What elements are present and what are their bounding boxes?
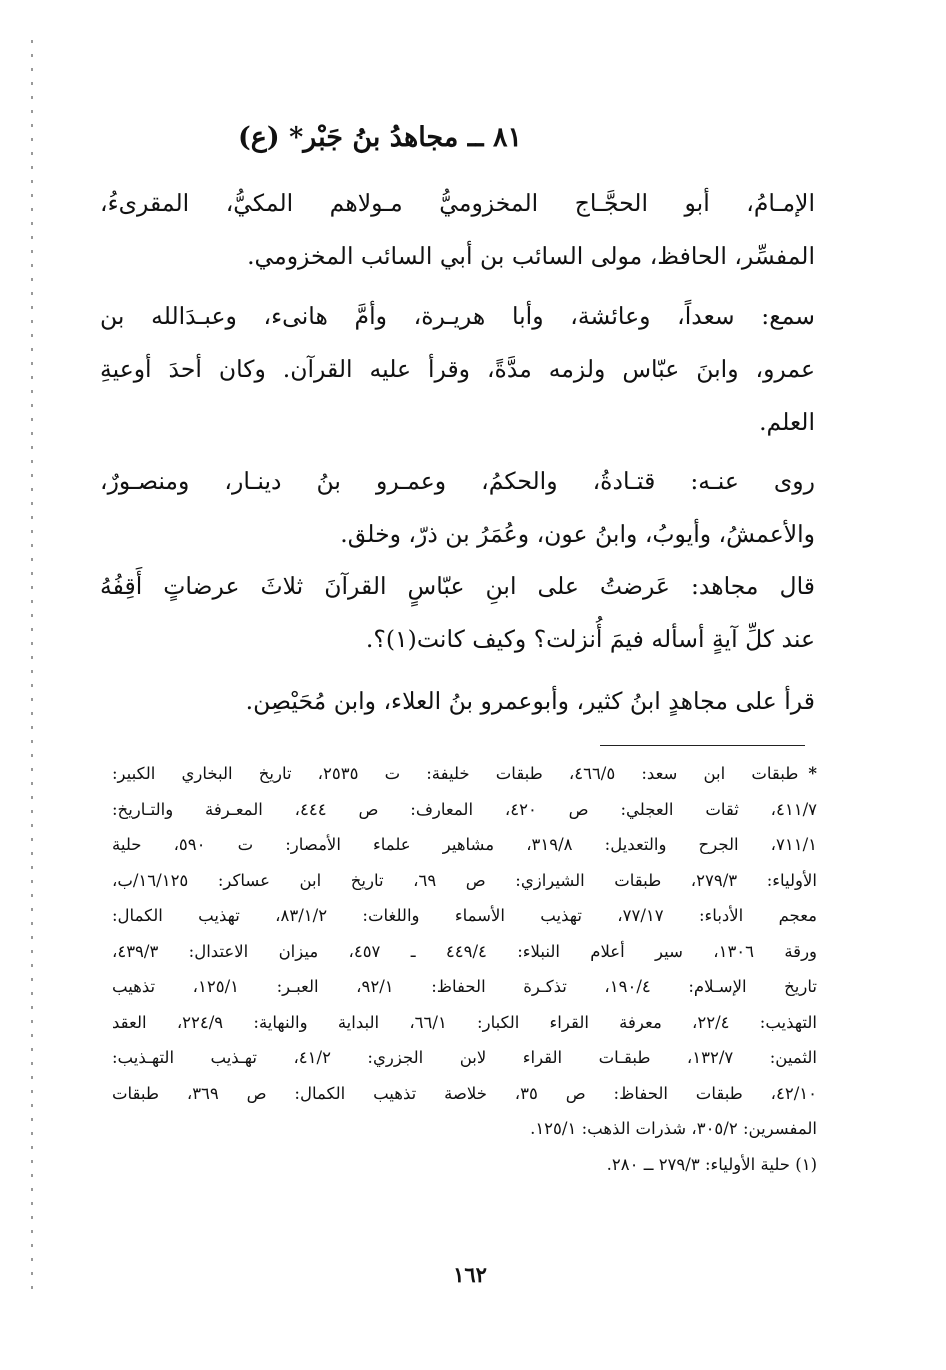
paragraph-teachers [100, 290, 815, 449]
footnote-line: ٤١١/٧، ثقات العجلي: ص ٤٢٠، المعارف: ص ٤٤٤، المعـرفة والتـاريخ: [112, 799, 818, 819]
entry-title: ٨١ ــ مجاهدُ بنُ جَبْر* (ع) [238, 122, 522, 153]
footnote-line: معجم الأدباء: ٧٧/١٧، تهذيب الأسماء واللغات: ٨٣/١/٢، تهذيب الكمال: [112, 906, 818, 925]
page-number: ١٦٢ [453, 1262, 487, 1287]
footnote-line: الثمين: ١٣٢/٧، طبقـات القراء لابن الجزري: ٤١/٢، تهـذيب التهـذيب: [112, 1048, 817, 1067]
footnotes [112, 756, 817, 1182]
text-line: الإمـامُ، أبو الحجَّـاج المخزوميُّ مـولاهم المكيُّ، المقرىءُ، [100, 189, 815, 217]
text-line: المفسِّر، الحافظ، مولى السائب بن أبي السائب المخزومي. [247, 242, 815, 270]
text-line: قال مجاهد: عَرضتُ على ابنِ عبّاسٍ القرآنَ ثلاثَ عرضاتٍ أَقِفُهُ [100, 572, 815, 600]
paragraph-readers [100, 675, 815, 728]
footnote-line: المفسرين: ٣٠٥/٢، شذرات الذهب: ١٢٥/١. [530, 1119, 817, 1138]
text-line: عند كلِّ آيةٍ أسأله فيمَ أُنزلت؟ وكيف كانت(١)؟. [365, 625, 815, 653]
text-line: روى عنـه: قتـادةُ، والحكمُ، وعمـرو بنُ دينـار، ومنصـورٌ، [100, 467, 815, 495]
footnote-line: التهذيب: ٢٢/٤، معرفة القراء الكبار: ٦٦/١، البداية والنهاية: ٢٢٤/٩، العقد [112, 1012, 817, 1032]
footnote-separator [600, 745, 805, 746]
footnote-line: ٤٢/١٠، طبقات الحفاظ: ص ٣٥، خلاصة تذهيب الكمال: ص ٣٦٩، طبقات [112, 1083, 817, 1103]
footnote-star-marker: * [808, 764, 817, 783]
paragraph-biography [100, 177, 815, 283]
left-margin-scan-mark [31, 40, 33, 1290]
paragraph-quote [100, 560, 815, 666]
text-line: قرأ على مجاهدٍ ابنُ كثير، وأبوعمرو بنُ العلاء، وابن مُحَيْصِن. [245, 687, 815, 715]
footnote-note-1: (١) حلية الأولياء: ٢٧٩/٣ ــ ٢٨٠. [606, 1154, 817, 1174]
footnote-line: *طبقات ابن سعد: ٤٦٦/٥، طبقات خليفة: ت ٢٥٣٥، تاريخ البخاري الكبير: [112, 764, 817, 783]
paragraph-students [100, 455, 815, 561]
text-line: والأعمشُ، وأيوبُ، وابنُ عون، وعُمَرُ بن ذرّ، وخلق. [340, 520, 815, 548]
footnote-line: ورقة ١٣٠٦، سير أعلام النبلاء: ٤٤٩/٤ ـ ٤٥٧، ميزان الاعتدال: ٤٣٩/٣، [112, 941, 818, 961]
footnote-line: تاريخ الإسـلام: ١٩٠/٤، تذكـرة الحفاظ: ٩٢/١، العبـر: ١٢٥/١، تذهيب [112, 977, 817, 996]
text-line: العلم. [759, 408, 815, 436]
text-line: سمع: سعداً، وعائشة، وأبا هريـرة، وأمَّ هانىء، وعبـدَالله بن [100, 302, 815, 330]
footnote-line: ٧١١/١، الجرح والتعديل: ٣١٩/٨، مشاهير علماء الأمصار: ت ٥٩٠، حلية [112, 835, 818, 854]
text-line: عمرو، وابنَ عبّاس ولزمه مدَّةً، وقرأ عليه القرآن. وكان أحدَ أوعيةِ [100, 355, 815, 383]
footnote-line: الأولياء: ٢٧٩/٣، طبقات الشيرازي: ص ٦٩، تاريخ ابن عساكر: ١٦/١٢٥/ب، [112, 870, 818, 890]
